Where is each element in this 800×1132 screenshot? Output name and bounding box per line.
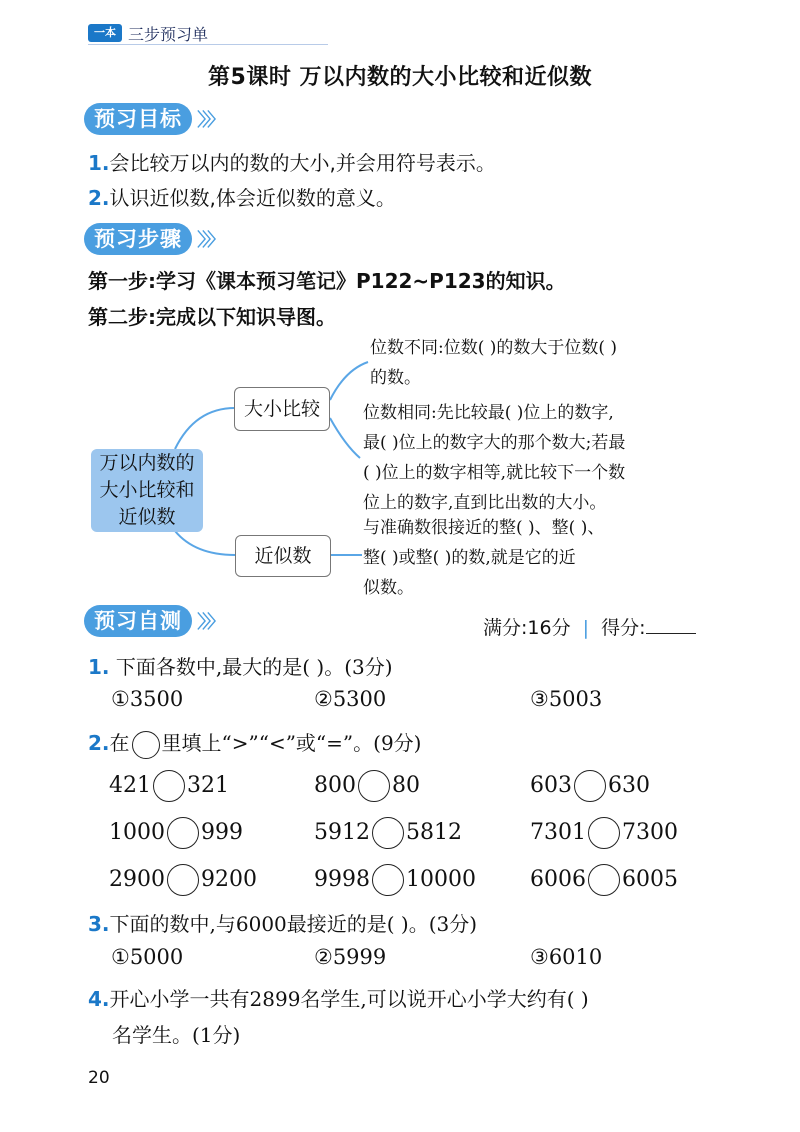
question-text: 下面各数中,最大的是( )。(3分) — [115, 655, 393, 679]
connector-root-branch1 — [175, 408, 235, 449]
compare-right: 6005 — [622, 867, 678, 892]
question-num: 1. — [88, 655, 110, 679]
q3-option-1[interactable]: ①5000 — [111, 945, 184, 969]
compare-circle[interactable] — [574, 770, 606, 802]
score-box — [483, 613, 696, 640]
compare-right: 10000 — [406, 867, 476, 892]
goal-text: 认识近似数,体会近似数的意义。 — [109, 186, 396, 210]
leaf-line: 最( )位上的数字大的那个数大;若最 — [363, 433, 626, 453]
question-num: 2. — [88, 731, 110, 755]
compare-circle[interactable] — [167, 864, 199, 896]
compare-right: 80 — [392, 773, 420, 798]
root-line: 近似数 — [118, 506, 176, 528]
compare-left: 603 — [530, 773, 572, 798]
leaf-line: 位上的数字,直到比出数的大小。 — [363, 493, 607, 513]
question-num: 4. — [88, 987, 110, 1011]
compare-circle[interactable] — [588, 864, 620, 896]
compare-item-6 — [530, 815, 678, 851]
compare-item-3 — [530, 768, 650, 804]
mindmap-branch-compare: 大小比较 — [234, 387, 330, 431]
connector-root-branch2 — [175, 531, 235, 555]
q3-option-2[interactable]: ②5999 — [314, 945, 387, 969]
compare-circle[interactable] — [372, 864, 404, 896]
connector-branch1-leaf2 — [330, 418, 360, 458]
compare-left: 421 — [109, 773, 151, 798]
compare-right: 5812 — [406, 820, 462, 845]
root-line: 万以内数的 — [99, 452, 195, 474]
compare-right: 999 — [201, 820, 243, 845]
circle-blank-example — [132, 731, 160, 759]
compare-right: 7300 — [622, 820, 678, 845]
question-text: 里填上“>”“<”或“=”。(9分) — [161, 731, 422, 755]
page-number: 20 — [88, 1068, 110, 1088]
step-2: 第二步:完成以下知识导图。 — [88, 305, 336, 329]
compare-left: 7301 — [530, 820, 586, 845]
question-3 — [88, 908, 477, 937]
compare-left: 1000 — [109, 820, 165, 845]
leaf-line: 位数相同:先比较最( )位上的数字, — [363, 403, 614, 423]
mindmap-leaf-digits-differ — [370, 333, 617, 393]
compare-right: 9200 — [201, 867, 257, 892]
chevrons-icon: 〉〉〉 — [197, 110, 222, 131]
mindmap-leaf-digits-same — [363, 398, 625, 518]
selftest-pill: 预习自测 — [84, 605, 192, 637]
leaf-line: 与准确数很接近的整( )、整( )、 — [363, 518, 605, 538]
root-line: 大小比较和 — [99, 479, 195, 501]
leaf-line: 的数。 — [370, 368, 421, 388]
compare-left: 2900 — [109, 867, 165, 892]
score-blank[interactable] — [646, 615, 696, 634]
compare-circle[interactable] — [588, 817, 620, 849]
q1-option-1[interactable]: ①3500 — [111, 687, 184, 711]
compare-right: 630 — [608, 773, 650, 798]
question-text: 下面的数中,与6000最接近的是( )。(3分) — [109, 912, 478, 936]
mindmap-root — [91, 449, 203, 532]
leaf-line: 似数。 — [363, 578, 414, 598]
question-4-line2: 名学生。(1分) — [112, 1023, 241, 1047]
question-2 — [88, 727, 421, 759]
page-title: 第5课时 万以内数的大小比较和近似数 — [208, 65, 592, 90]
mindmap-leaf-approx-def — [363, 513, 604, 603]
q1-option-3[interactable]: ③5003 — [530, 687, 603, 711]
compare-left: 6006 — [530, 867, 586, 892]
q3-option-3[interactable]: ③6010 — [530, 945, 603, 969]
mindmap-branch-approx: 近似数 — [235, 535, 331, 577]
compare-circle[interactable] — [358, 770, 390, 802]
score-label: 得分: — [601, 617, 646, 639]
question-text: 在 — [109, 731, 130, 755]
brand-name: 三步预习单 — [128, 25, 209, 44]
goal-text: 会比较万以内的数的大小,并会用符号表示。 — [109, 151, 496, 175]
compare-item-4 — [109, 815, 243, 851]
compare-left: 5912 — [314, 820, 370, 845]
compare-right: 321 — [187, 773, 229, 798]
chevrons-icon: 〉〉〉 — [197, 612, 222, 633]
full-score: 满分:16分 — [483, 617, 571, 639]
compare-item-2 — [314, 768, 420, 804]
question-text: 开心小学一共有2899名学生,可以说开心小学大约有( ) — [109, 987, 589, 1011]
compare-circle[interactable] — [167, 817, 199, 849]
q1-option-2[interactable]: ②5300 — [314, 687, 387, 711]
question-1 — [88, 651, 393, 680]
compare-circle[interactable] — [372, 817, 404, 849]
score-separator: | — [582, 617, 590, 639]
goals-pill: 预习目标 — [84, 103, 192, 135]
compare-circle[interactable] — [153, 770, 185, 802]
compare-item-5 — [314, 815, 462, 851]
step-1: 第一步:学习《课本预习笔记》P122~P123的知识。 — [88, 269, 566, 293]
connector-branch1-leaf1 — [330, 362, 368, 400]
leaf-line: 位数不同:位数( )的数大于位数( ) — [370, 338, 618, 358]
compare-item-1 — [109, 768, 229, 804]
compare-left: 800 — [314, 773, 356, 798]
compare-item-9 — [530, 862, 678, 898]
chevrons-icon: 〉〉〉 — [197, 230, 222, 251]
compare-item-8 — [314, 862, 476, 898]
steps-pill: 预习步骤 — [84, 223, 192, 255]
goal-num: 1. — [88, 151, 110, 175]
brand-badge: 一本 — [88, 24, 122, 42]
compare-item-7 — [109, 862, 257, 898]
leaf-line: 整( )或整( )的数,就是它的近 — [363, 548, 576, 568]
goal-num: 2. — [88, 186, 110, 210]
question-num: 3. — [88, 912, 110, 936]
compare-left: 9998 — [314, 867, 370, 892]
selftest-header — [84, 605, 221, 637]
leaf-line: ( )位上的数字相等,就比较下一个数 — [363, 463, 626, 483]
question-4 — [88, 983, 589, 1012]
